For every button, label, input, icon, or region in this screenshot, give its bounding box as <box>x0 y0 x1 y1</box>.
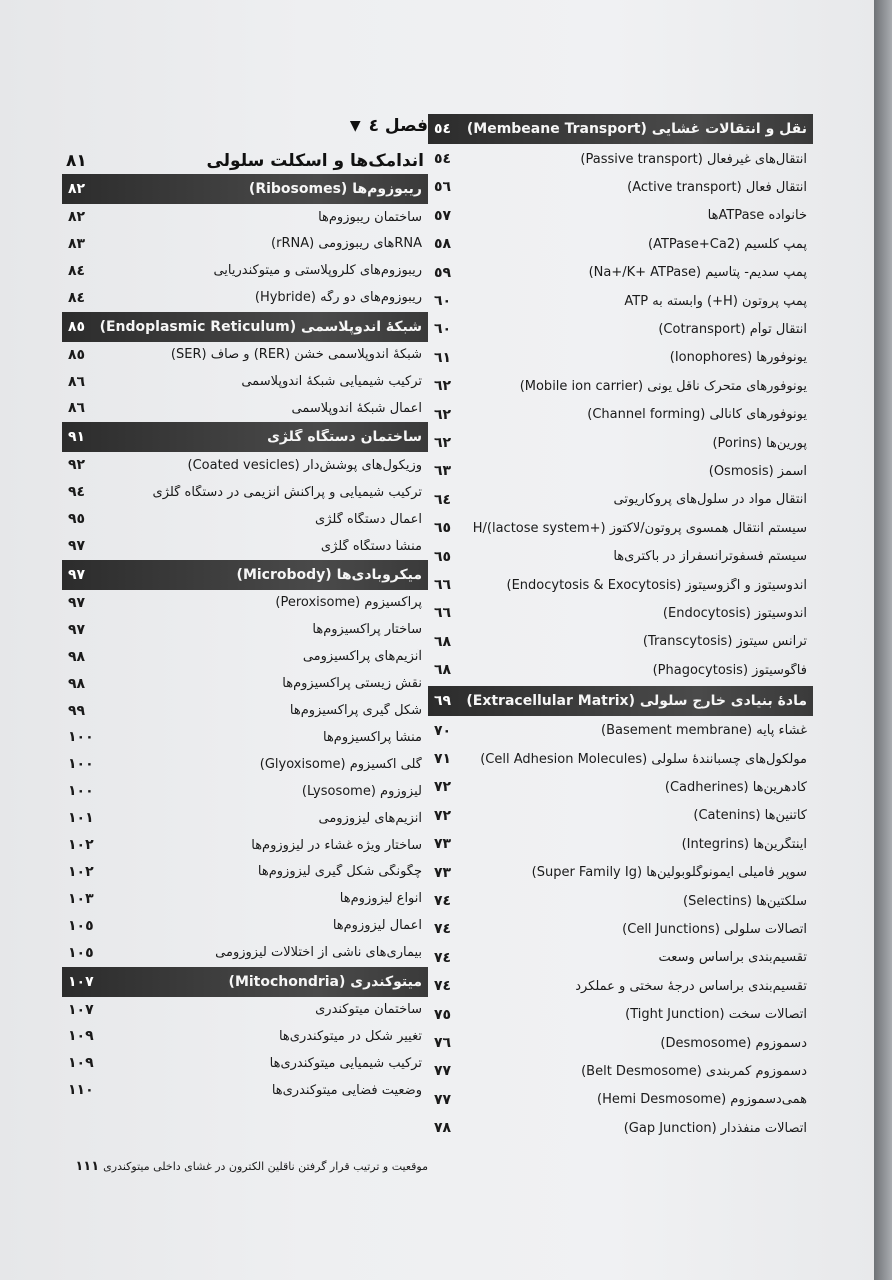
toc-page-number: ٨٢ <box>68 181 86 197</box>
toc-page-number: ٦٩ <box>434 692 452 709</box>
toc-page-number: ١٠٢ <box>68 837 94 853</box>
toc-entry <box>428 544 813 570</box>
toc-entry <box>428 718 813 744</box>
toc-page-number: ٩٢ <box>68 457 86 474</box>
toc-entry-title: پراکسیزوم (Peroxisome) <box>275 595 422 611</box>
toc-entry-title: پمپ پروتون (H+) وابسته به ATP <box>624 293 807 309</box>
toc-page-number: ٧٢ <box>434 807 452 824</box>
toc-entry <box>428 1087 813 1113</box>
toc-entry-title: لیزوزوم (Lysosome) <box>301 783 422 799</box>
toc-entry <box>428 373 813 399</box>
toc-entry-title: اتصالات سخت (Tight Junction) <box>625 1007 807 1023</box>
toc-entry <box>428 174 813 200</box>
toc-entry-title: دسموزوم کمربندی (Belt Desmosome) <box>581 1063 807 1079</box>
toc-entry <box>428 1030 813 1056</box>
toc-entry <box>62 778 428 804</box>
toc-entry-title: ساختمان ریبوزوم‌ها <box>318 209 422 225</box>
toc-entry-title: RNAهای ریبوزومی (rRNA) <box>271 236 422 252</box>
toc-page-number: ١٠١ <box>68 810 94 827</box>
toc-page-number: ٥٩ <box>434 264 452 281</box>
toc-page-number: ٦٨ <box>434 662 452 679</box>
toc-entry <box>428 260 813 286</box>
book-spine-shadow <box>874 0 892 1280</box>
toc-entry <box>62 506 428 532</box>
toc-page-number: ٥٨ <box>434 236 452 253</box>
toc-entry <box>62 1023 428 1049</box>
toc-entry-title: آنزیم‌های لیزوزومی <box>318 810 422 826</box>
toc-entry-title: اعمال لیزوزوم‌ها <box>332 918 422 934</box>
toc-page-number: ١٠٩ <box>68 1055 94 1072</box>
toc-entry-title: پمپ کلسیم (ATPase+Ca2) <box>647 236 807 252</box>
toc-entry-title: انتقال‌های غیرفعال (Passive transport) <box>580 151 807 167</box>
toc-page-number: ٦٢ <box>434 378 452 395</box>
toc-page-number: ٨٥ <box>68 346 86 363</box>
toc-page-number: ٨٦ <box>68 373 86 390</box>
toc-entry-title: دسموزوم (Desmosome) <box>660 1035 807 1051</box>
toc-entry <box>428 203 813 229</box>
toc-section-heading <box>428 114 813 144</box>
toc-page-number: ٦٣ <box>434 463 452 480</box>
toc-entry <box>62 751 428 777</box>
toc-page-number: ١٠٩ <box>68 1028 94 1045</box>
toc-page-number: ١٠٥ <box>68 917 94 934</box>
toc-entry <box>428 1115 813 1141</box>
toc-entry <box>428 458 813 484</box>
toc-entry-title: ساختار ویژه غشاء در لیزوزوم‌ها <box>251 837 422 853</box>
toc-entry-title: پورین‌ها (Porins) <box>712 435 807 451</box>
toc-entry <box>62 231 428 257</box>
toc-section-heading <box>62 560 428 590</box>
toc-entry <box>428 345 813 371</box>
toc-page-number: ٥٤ <box>434 121 452 137</box>
toc-entry-title: چگونگی شکل گیری لیزوزوم‌ها <box>257 864 422 880</box>
toc-entry <box>62 644 428 670</box>
toc-entry-title: خانواده ATPaseها <box>707 208 807 224</box>
toc-page-number: ٦٦ <box>434 577 452 593</box>
toc-page-number: ٧٥ <box>434 1006 452 1023</box>
toc-entry-title: میتوکندری (Mitochondria) <box>228 973 422 990</box>
toc-page-number: ١٠٢ <box>68 863 94 880</box>
toc-entry-title: ریبوزوم‌های دو رگه (Hybride) <box>254 290 422 306</box>
toc-entry <box>428 831 813 857</box>
toc-entry-title: ساختار پراکسیزوم‌ها <box>312 622 422 638</box>
toc-entry <box>428 629 813 655</box>
toc-page-number: ٧٤ <box>434 921 452 938</box>
toc-entry <box>62 369 428 395</box>
toc-entry-title: بیماری‌های ناشی از اختلالات لیزوزومی <box>215 945 422 961</box>
toc-entry <box>428 402 813 428</box>
toc-page-number: ٧٧ <box>434 1063 452 1080</box>
toc-entry-title: سیستم انتقال همسوی پروتون/لاکتوز H/(lactose system+) <box>472 520 807 536</box>
toc-page-number: ١٠٠ <box>68 729 94 746</box>
chapter-title-text: اندامک‌ها و اسکلت سلولی <box>206 151 424 171</box>
toc-entry-title: یونوفورهای کانالی (Channel forming) <box>587 407 807 423</box>
toc-page-number: ٩٨ <box>68 675 86 692</box>
toc-entry-title: کادهرین‌ها (Cadherines) <box>664 779 807 795</box>
toc-page-number: ٥٤ <box>434 151 452 167</box>
toc-entry <box>428 231 813 257</box>
toc-entry <box>428 888 813 914</box>
toc-entry <box>62 533 428 559</box>
toc-entry <box>62 859 428 885</box>
toc-section-heading <box>62 312 428 342</box>
toc-page-number: ١٠٧ <box>68 1001 94 1018</box>
toc-entry-title: ساختمان دستگاه گلژی <box>267 429 422 446</box>
toc-entry <box>62 452 428 478</box>
toc-entry-title: همی‌دسموزوم (Hemi Desmosome) <box>597 1092 807 1108</box>
toc-page-number: ٧٢ <box>434 779 452 796</box>
toc-entry-title: نقش زیستی پراکسیزوم‌ها <box>282 676 422 692</box>
toc-entry <box>62 886 428 912</box>
toc-entry-title: اعمال شبکهٔ اندوپلاسمی <box>291 400 422 416</box>
toc-page-number: ٦٠ <box>434 321 452 338</box>
toc-entry <box>62 1077 428 1103</box>
toc-page-number: ٩٤ <box>68 484 86 501</box>
toc-entry <box>428 657 813 683</box>
toc-entry <box>62 1050 428 1076</box>
toc-page-number: ٧٠ <box>434 722 452 739</box>
toc-entry-title: وزیکول‌های پوشش‌دار (Coated vesicles) <box>187 457 422 473</box>
toc-entry <box>428 916 813 942</box>
toc-entry <box>428 945 813 971</box>
toc-page-number: ٩٧ <box>68 538 86 554</box>
toc-entry-title: ریبوزوم‌ها (Ribosomes) <box>248 181 422 197</box>
toc-page-number: ٩٨ <box>68 648 86 665</box>
toc-entry-title: منشأ پراکسیزوم‌ها <box>322 729 422 745</box>
toc-entry <box>62 832 428 858</box>
toc-page-number: ١٠٣ <box>68 890 94 907</box>
toc-entry-title: میکروبادی‌ها (Microbody) <box>236 566 422 583</box>
toc-entry-title: موقعیت و ترتیب قرار گرفتن ناقلین الکترون در غشای داخلی میتوکندری <box>103 1159 428 1173</box>
toc-entry <box>62 342 428 368</box>
toc-page-number: ٦٥ <box>434 520 452 537</box>
toc-page-number: ٦٨ <box>434 633 452 650</box>
toc-section-heading <box>62 174 428 204</box>
toc-entry <box>428 746 813 772</box>
toc-entry-title: نقل و انتقالات غشایی (Membeane Transport) <box>466 121 807 137</box>
toc-page-number: ٦٤ <box>434 491 452 508</box>
toc-entry-title: شبکهٔ اندوپلاسمی خشن (RER) و صاف (SER) <box>170 347 422 363</box>
toc-page-number: ٨٥ <box>68 318 86 335</box>
toc-entry-title: کاتنین‌ها (Catenins) <box>693 808 807 824</box>
toc-entry-title: یونوفورهای متحرک ناقل یونی (Mobile ion carrier) <box>519 378 807 394</box>
toc-entry <box>62 204 428 230</box>
toc-entry-title: ترانس سیتوز (Transcytosis) <box>642 634 807 650</box>
toc-entry <box>428 146 813 172</box>
toc-entry-title: اسمز (Osmosis) <box>708 463 807 479</box>
toc-entry-title: اینتگرین‌ها (Integrins) <box>681 836 807 852</box>
toc-entry <box>62 395 428 421</box>
chapter-label <box>62 115 428 137</box>
toc-entry-title: تغییر شکل در میتوکندری‌ها <box>278 1028 422 1044</box>
toc-entry <box>428 515 813 541</box>
toc-entry-title: تقسیم‌بندی براساس درجهٔ سختی و عملکرد <box>575 978 807 994</box>
toc-entry <box>62 997 428 1023</box>
toc-page-number: ٩٧ <box>68 594 86 611</box>
toc-page-number: ٦٢ <box>434 435 452 451</box>
chapter-title-page: ٨١ <box>66 151 87 171</box>
toc-entry-title: اتصالات سلولی (Cell Junctions) <box>622 921 807 937</box>
toc-page-number: ٧٧ <box>434 1091 452 1108</box>
toc-entry <box>62 479 428 505</box>
toc-entry <box>428 803 813 829</box>
toc-entry-title: ترکیب شیمیایی شبکهٔ اندوپلاسمی <box>241 374 422 389</box>
toc-page-number: ٧٣ <box>434 836 452 853</box>
toc-page-number: ٩٩ <box>68 702 86 719</box>
toc-entry <box>428 487 813 513</box>
toc-page-number: ٦٠ <box>434 293 452 309</box>
toc-entry-title: انتقال فعال (Active transport) <box>627 179 807 195</box>
triangle-down-icon: ▼ <box>349 118 361 134</box>
toc-entry <box>62 724 428 750</box>
toc-entry <box>62 805 428 831</box>
toc-page-number: ٧٤ <box>434 978 452 995</box>
toc-page-number: ٩٧ <box>68 566 86 583</box>
toc-entry <box>428 973 813 999</box>
toc-entry <box>428 430 813 456</box>
toc-page-number: ١٠٥ <box>68 944 94 961</box>
toc-page-number: ٨٢ <box>68 209 86 225</box>
toc-page-number: ٨٤ <box>68 262 86 279</box>
toc-section-heading <box>62 422 428 452</box>
toc-entry-title: اندوسیتوز و اگزوسیتوز (Endocytosis & Exocytosis) <box>506 577 807 593</box>
toc-entry-title: انتقال توأم (Cotransport) <box>658 321 807 337</box>
toc-footer-entry <box>62 1154 428 1178</box>
toc-section-heading <box>428 686 813 716</box>
toc-entry-title: اتصالات منفذدار (Gap Junction) <box>623 1120 807 1136</box>
toc-entry <box>428 600 813 626</box>
toc-page-number: ٨٣ <box>68 235 86 252</box>
toc-page-number: ٦١ <box>434 349 452 366</box>
toc-entry <box>62 698 428 724</box>
toc-entry <box>428 1058 813 1084</box>
toc-entry-title: تقسیم‌بندی براساس وسعت <box>658 950 807 966</box>
toc-page-number: ٥٧ <box>434 207 452 224</box>
toc-entry <box>428 1002 813 1028</box>
toc-page-number: ٩٧ <box>68 621 86 638</box>
toc-entry <box>62 671 428 697</box>
toc-page-number: ٥٦ <box>434 179 452 196</box>
toc-entry <box>428 774 813 800</box>
toc-entry-title: ساختمان میتوکندری <box>315 1002 422 1017</box>
toc-page-number: ٩٥ <box>68 511 86 528</box>
toc-entry <box>62 285 428 311</box>
toc-entry <box>62 258 428 284</box>
toc-entry-title: ترکیب شیمیایی میتوکندری‌ها <box>269 1055 422 1071</box>
toc-entry-title: مولکول‌های چسبانندهٔ سلولی (Cell Adhesion Molecules) <box>480 751 807 767</box>
toc-entry-title: انواع لیزوزوم‌ها <box>339 891 422 907</box>
toc-entry-title: منشأ دستگاه گلژی <box>320 538 422 554</box>
toc-page-number: ٧٤ <box>434 949 452 966</box>
toc-entry <box>62 940 428 966</box>
toc-page-number: ١٠٠ <box>68 756 94 773</box>
toc-page-number: ٨٦ <box>68 400 86 417</box>
toc-entry-title: شبکهٔ اندوپلاسمی (Endoplasmic Reticulum) <box>99 318 422 335</box>
toc-entry <box>428 572 813 598</box>
toc-entry-title: ریبوزوم‌های کلروپلاستی و میتوکندریایی <box>213 263 422 279</box>
toc-page-number: ١٠٧ <box>68 973 94 990</box>
toc-section-heading <box>62 967 428 997</box>
toc-entry <box>62 590 428 616</box>
toc-page-number: ١١٠ <box>68 1082 94 1099</box>
toc-entry-title: وضعیت فضایی میتوکندری‌ها <box>271 1082 422 1098</box>
toc-entry-title: فاگوسیتوز (Phagocytosis) <box>652 662 807 678</box>
toc-entry-title: آنزیم‌های پراکسیزومی <box>302 649 422 665</box>
chapter-title <box>62 146 428 176</box>
toc-entry <box>428 316 813 342</box>
toc-entry-title: سلکتین‌ها (Selectins) <box>683 893 807 909</box>
toc-entry-title: یونوفورها (Ionophores) <box>669 350 807 366</box>
toc-page-number: ٩١ <box>68 429 86 446</box>
toc-page-number: ٧٤ <box>434 893 452 909</box>
chapter-number: فصل ٤ <box>368 116 428 136</box>
toc-page-number: ٧٣ <box>434 864 452 881</box>
toc-page-number: ٧٨ <box>434 1120 452 1137</box>
toc-entry-title: شکل گیری پراکسیزوم‌ها <box>289 703 422 718</box>
toc-page-number: ١٠٠ <box>68 783 94 800</box>
toc-page-number: ٧١ <box>434 751 452 767</box>
toc-entry-title: سوپر فامیلی ایمونوگلوبولین‌ها (Super Family Ig) <box>531 865 807 881</box>
toc-entry <box>62 913 428 939</box>
toc-entry <box>428 288 813 314</box>
toc-entry-title: غشاء پایه (Basement membrane) <box>601 723 807 739</box>
toc-page-number: ٦٢ <box>434 406 452 423</box>
toc-entry-title: اعمال دستگاه گلژی <box>315 511 422 527</box>
toc-entry-title: سیستم فسفوترانسفراز در باکتری‌ها <box>613 549 807 565</box>
toc-entry-title: اندوسیتوز (Endocytosis) <box>662 605 807 621</box>
toc-page-number: ١١١ <box>75 1158 100 1174</box>
toc-entry-title: گلی اکسیزوم (Glyoxisome) <box>259 756 422 772</box>
toc-page-number: ٧٦ <box>434 1035 452 1051</box>
toc-page-number: ٦٥ <box>434 548 452 565</box>
toc-entry <box>428 860 813 886</box>
toc-entry-title: مادهٔ بنیادی خارج سلولی (Extracellular Matrix) <box>466 692 807 709</box>
toc-entry-title: ترکیب شیمیایی و پراکنش آنزیمی در دستگاه گلژی <box>152 484 422 500</box>
toc-page-number: ٦٦ <box>434 605 452 622</box>
toc-entry <box>62 617 428 643</box>
toc-entry-title: انتقال مواد در سلول‌های پروکاریوتی <box>613 492 807 508</box>
toc-page-number: ٨٤ <box>68 289 86 306</box>
toc-entry-title: پمپ سدیم- پتاسیم (Na+/K+ ATPase) <box>588 265 807 281</box>
